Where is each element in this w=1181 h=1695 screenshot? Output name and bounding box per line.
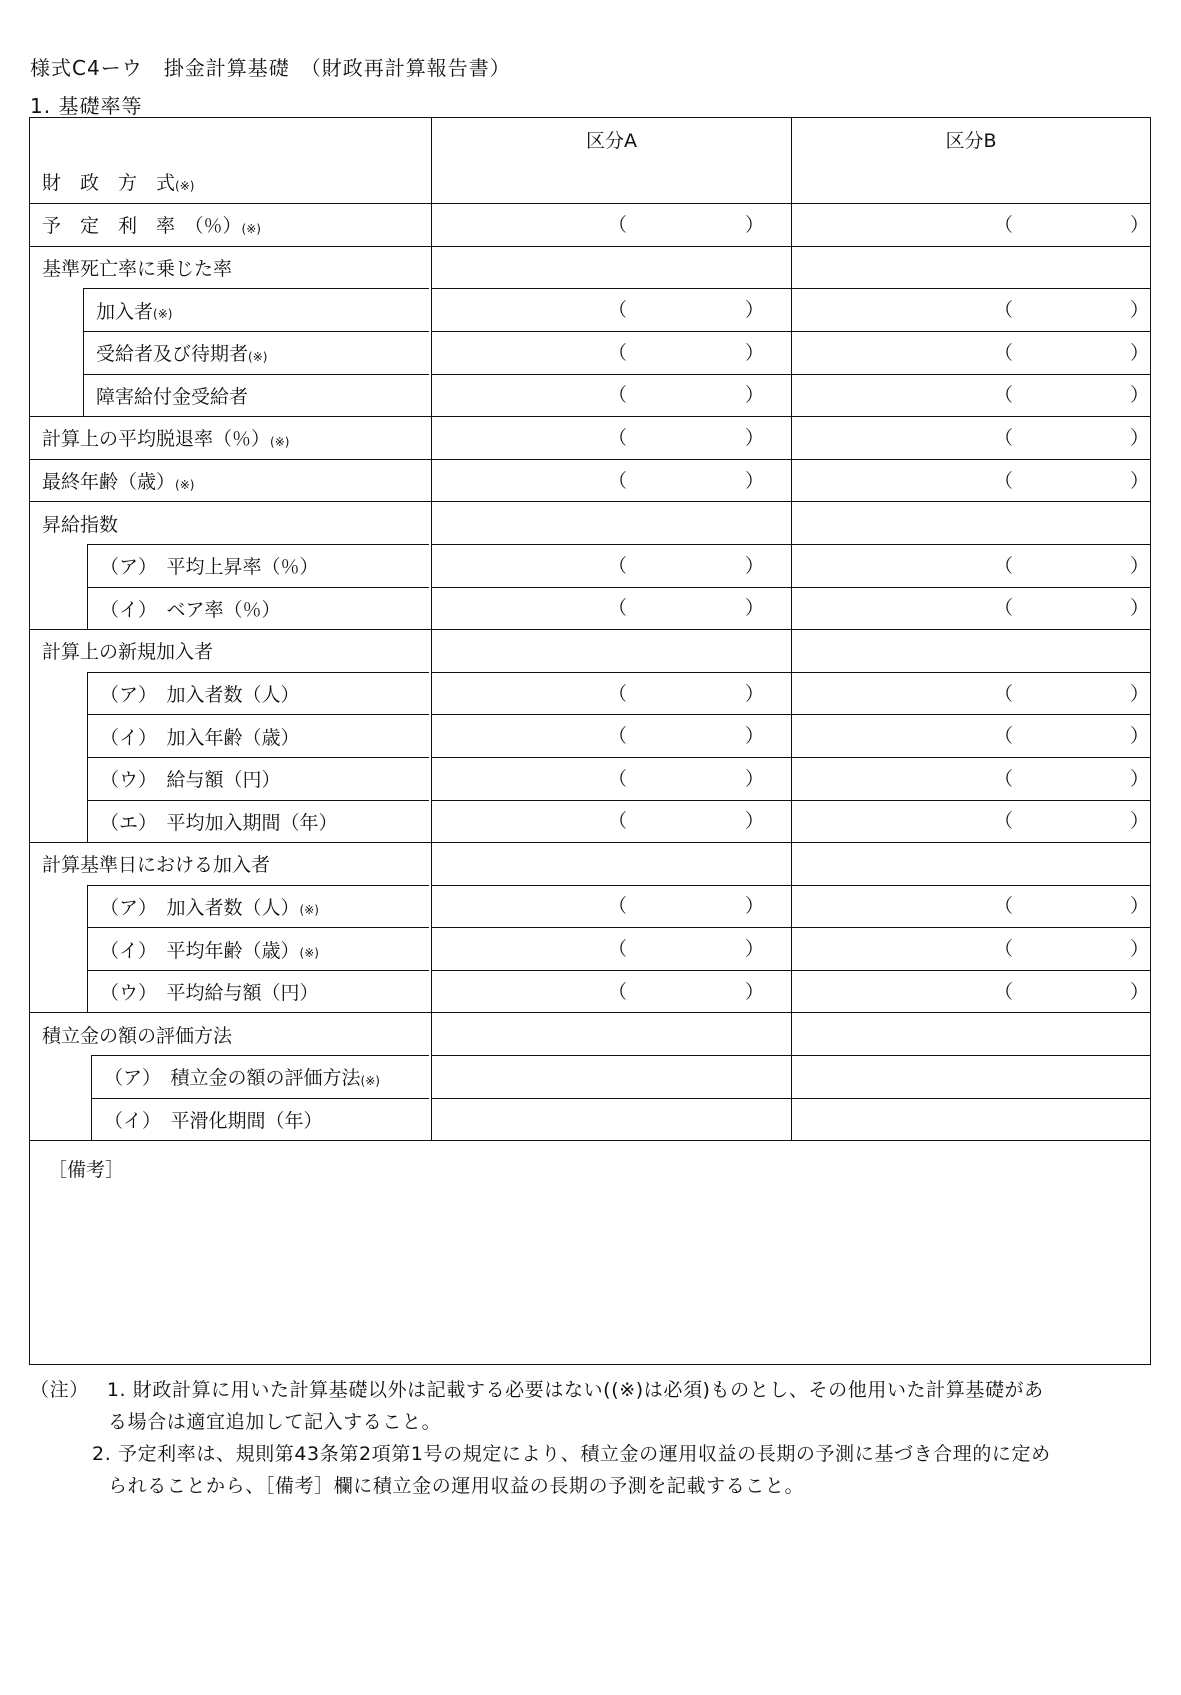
- table-row: [30, 246, 1150, 289]
- row-label-text: （イ） 平均年齢（歳）: [100, 939, 300, 962]
- paren-close: ）: [745, 384, 765, 407]
- table-row: [30, 927, 1150, 970]
- paren-open: （: [608, 299, 628, 322]
- cell-category-a[interactable]: [431, 374, 791, 417]
- notes-prefix: （注）: [30, 1379, 89, 1401]
- row-label-text: 計算上の平均脱退率（％）: [42, 428, 271, 451]
- row-label: [87, 757, 429, 800]
- paren-open: （: [994, 384, 1014, 407]
- note-line: られることから、［備考］欄に積立金の運用収益の長期の予測を記載すること。: [108, 1475, 805, 1497]
- cell-category-a[interactable]: [431, 331, 791, 374]
- row-label: [30, 502, 429, 544]
- required-mark: (※): [299, 946, 319, 961]
- row-label: [30, 204, 429, 246]
- paren-open: （: [994, 725, 1014, 748]
- row-label: [30, 1013, 429, 1055]
- table-row: [30, 672, 1150, 715]
- row-label: [30, 460, 429, 502]
- cell-category-b[interactable]: [791, 417, 1150, 459]
- paren-close: ）: [1130, 214, 1150, 237]
- table-header-row: [30, 118, 1150, 161]
- paren-open: （: [608, 938, 628, 961]
- row-label: [87, 970, 429, 1013]
- paren-close: ）: [745, 810, 765, 833]
- row-label-text: 計算基準日における加入者: [42, 854, 271, 877]
- paren-close: ）: [745, 597, 765, 620]
- row-label: [30, 161, 429, 204]
- row-label-text: （エ） 平均加入期間（年）: [100, 811, 338, 834]
- cell-category-b[interactable]: [791, 970, 1150, 1013]
- table-row: [30, 1098, 1150, 1141]
- cell-category-a[interactable]: [431, 417, 791, 459]
- paren-close: ）: [745, 341, 765, 364]
- cell-category-a[interactable]: [431, 288, 791, 331]
- paren-close: ）: [1130, 554, 1150, 577]
- cell-category-a[interactable]: [431, 161, 791, 204]
- row-label-text: 最終年齢（歳）: [42, 471, 176, 494]
- paren-close: ）: [1130, 682, 1150, 705]
- cell-category-a[interactable]: [431, 927, 791, 970]
- table-row: [30, 885, 1150, 928]
- paren-open: （: [608, 597, 628, 620]
- row-label: [91, 1098, 429, 1141]
- paren-close: ）: [1130, 938, 1150, 961]
- paren-close: ）: [745, 299, 765, 322]
- table-row: [30, 757, 1150, 800]
- paren-close: ）: [1130, 299, 1150, 322]
- required-mark: (※): [153, 307, 173, 322]
- paren-close: ）: [1130, 810, 1150, 833]
- row-label-text: （イ） 平滑化期間（年）: [104, 1109, 323, 1132]
- paren-open: （: [994, 980, 1014, 1003]
- row-label-text: （イ） 加入年齢（歳）: [100, 726, 300, 749]
- paren-open: （: [994, 895, 1014, 918]
- cell-category-a[interactable]: [431, 672, 791, 715]
- paren-close: ）: [745, 767, 765, 790]
- cell-category-a[interactable]: [431, 885, 791, 928]
- table-row: [30, 203, 1150, 246]
- paren-open: （: [994, 767, 1014, 790]
- paren-close: ）: [745, 682, 765, 705]
- row-label-text: 昇給指数: [42, 513, 119, 536]
- column-header-a: 区分A: [586, 129, 637, 152]
- table-row: [30, 459, 1150, 502]
- cell-category-b[interactable]: [791, 204, 1150, 246]
- cell-category-b[interactable]: [791, 885, 1150, 928]
- paren-open: （: [608, 469, 628, 492]
- row-label: [83, 374, 429, 417]
- table-row: [30, 800, 1150, 843]
- table-row: [30, 331, 1150, 374]
- row-label-text: （ウ） 平均給与額（円）: [100, 982, 319, 1005]
- table-row: [30, 629, 1150, 672]
- table-row: [30, 587, 1150, 630]
- paren-open: （: [994, 554, 1014, 577]
- cell-category-a[interactable]: [431, 757, 791, 800]
- table-row: [30, 374, 1150, 417]
- cell-category-b[interactable]: [791, 714, 1150, 757]
- paren-open: （: [608, 895, 628, 918]
- paren-open: （: [608, 427, 628, 450]
- basis-rates-table: [29, 117, 1151, 1365]
- cell-category-b[interactable]: [791, 331, 1150, 374]
- row-label-text: 計算上の新規加入者: [42, 641, 214, 664]
- paren-close: ）: [1130, 597, 1150, 620]
- paren-close: ）: [745, 554, 765, 577]
- cell-category-b[interactable]: [791, 161, 1150, 204]
- required-mark: (※): [360, 1073, 380, 1088]
- cell-category-a[interactable]: [431, 843, 791, 885]
- row-label-text: （ア） 積立金の額の評価方法: [104, 1067, 361, 1090]
- cell-category-b[interactable]: [791, 288, 1150, 331]
- cell-category-b[interactable]: [791, 1098, 1150, 1141]
- cell-category-a[interactable]: [431, 587, 791, 630]
- remarks-field[interactable]: [30, 1140, 1150, 1364]
- paren-open: （: [994, 427, 1014, 450]
- paren-open: （: [994, 597, 1014, 620]
- table-row: [30, 842, 1150, 885]
- row-label-text: （ア） 加入者数（人）: [100, 896, 300, 919]
- table-row: [30, 970, 1150, 1013]
- notes: [30, 1374, 1155, 1502]
- cell-category-a[interactable]: [431, 204, 791, 246]
- paren-open: （: [994, 469, 1014, 492]
- row-label-text: 積立金の額の評価方法: [42, 1024, 233, 1047]
- cell-category-a[interactable]: [431, 1098, 791, 1141]
- row-label-text: 予 定 利 率 （％）: [42, 215, 242, 238]
- table-row: [30, 501, 1150, 544]
- cell-category-a[interactable]: [431, 460, 791, 502]
- table-row: [30, 714, 1150, 757]
- paren-open: （: [608, 682, 628, 705]
- cell-category-a[interactable]: [431, 544, 791, 587]
- column-header-b: 区分B: [945, 129, 997, 152]
- paren-open: （: [994, 938, 1014, 961]
- row-label-text: 障害給付金受給者: [96, 385, 249, 408]
- paren-open: （: [608, 980, 628, 1003]
- cell-category-b[interactable]: [791, 672, 1150, 715]
- paren-open: （: [994, 810, 1014, 833]
- cell-category-b[interactable]: [791, 630, 1150, 672]
- paren-close: ）: [1130, 384, 1150, 407]
- row-label-text: 受給者及び待期者: [96, 343, 249, 366]
- cell-category-b[interactable]: [791, 1013, 1150, 1055]
- paren-close: ）: [1130, 725, 1150, 748]
- cell-category-b[interactable]: [791, 544, 1150, 587]
- note-line: る場合は適宜追加して記入すること。: [108, 1411, 442, 1433]
- table-row: [30, 416, 1150, 459]
- paren-close: ）: [745, 214, 765, 237]
- row-label-text: （ウ） 給与額（円）: [100, 769, 281, 792]
- form-title: 様式C4ーウ 掛金計算基礎 （財政再計算報告書）: [30, 56, 511, 80]
- cell-category-b[interactable]: [791, 502, 1150, 544]
- cell-category-b[interactable]: [791, 843, 1150, 885]
- paren-open: （: [608, 725, 628, 748]
- paren-close: ）: [1130, 427, 1150, 450]
- paren-open: （: [608, 810, 628, 833]
- required-mark: (※): [175, 178, 195, 193]
- row-label: [87, 714, 429, 757]
- note-line: 1. 財政計算に用いた計算基礎以外は記載する必要はない((※)は必須)ものとし、その他用いた計算基礎があ: [106, 1379, 1044, 1401]
- paren-open: （: [994, 214, 1014, 237]
- row-label: [87, 672, 429, 715]
- required-mark: (※): [241, 221, 261, 236]
- paren-close: ）: [745, 895, 765, 918]
- row-label: [91, 1055, 429, 1098]
- cell-category-a[interactable]: [431, 1055, 791, 1098]
- row-label-text: （ア） 加入者数（人）: [100, 684, 300, 707]
- row-label-text: （ア） 平均上昇率（％）: [100, 556, 319, 579]
- section-heading: 1. 基礎率等: [30, 94, 143, 118]
- row-label: [87, 927, 429, 970]
- paren-close: ）: [745, 980, 765, 1003]
- remarks-label: ［備考］: [48, 1159, 125, 1182]
- row-label: [30, 843, 429, 885]
- table-row: [30, 288, 1150, 331]
- cell-category-a[interactable]: [431, 1013, 791, 1055]
- row-label: [30, 630, 429, 672]
- row-label-text: 財 政 方 式: [42, 172, 176, 195]
- row-label: [87, 885, 429, 928]
- required-mark: (※): [175, 477, 195, 492]
- required-mark: (※): [299, 903, 319, 918]
- paren-close: ）: [1130, 469, 1150, 492]
- row-label: [87, 587, 429, 630]
- cell-category-b[interactable]: [791, 247, 1150, 289]
- paren-close: ）: [745, 725, 765, 748]
- row-label: [30, 417, 429, 459]
- row-label: [87, 544, 429, 587]
- paren-close: ）: [1130, 980, 1150, 1003]
- paren-close: ）: [1130, 341, 1150, 364]
- table-row: [30, 544, 1150, 587]
- row-label-text: （イ） ベア率（％）: [100, 598, 281, 621]
- paren-close: ）: [745, 938, 765, 961]
- cell-category-b[interactable]: [791, 927, 1150, 970]
- paren-open: （: [608, 767, 628, 790]
- paren-open: （: [994, 341, 1014, 364]
- cell-category-b[interactable]: [791, 757, 1150, 800]
- cell-category-b[interactable]: [791, 460, 1150, 502]
- required-mark: (※): [270, 434, 290, 449]
- paren-open: （: [608, 384, 628, 407]
- paren-open: （: [994, 299, 1014, 322]
- row-label-text: 加入者: [96, 300, 154, 323]
- paren-open: （: [608, 214, 628, 237]
- note-line: 2. 予定利率は、規則第43条第2項第1号の規定により、積立金の運用収益の長期の予測に基づき合理的に定め: [92, 1443, 1051, 1465]
- row-label: [83, 288, 429, 331]
- paren-close: ）: [745, 427, 765, 450]
- paren-close: ）: [1130, 767, 1150, 790]
- row-label: [30, 247, 429, 289]
- required-mark: (※): [248, 349, 268, 364]
- paren-open: （: [608, 341, 628, 364]
- cell-category-a[interactable]: [431, 970, 791, 1013]
- cell-category-b[interactable]: [791, 1055, 1150, 1098]
- paren-open: （: [608, 554, 628, 577]
- table-row: [30, 1012, 1150, 1055]
- table-row: [30, 161, 1150, 204]
- paren-close: ）: [1130, 895, 1150, 918]
- cell-category-a[interactable]: [431, 502, 791, 544]
- table-row: [30, 1055, 1150, 1098]
- cell-category-b[interactable]: [791, 800, 1150, 843]
- cell-category-a[interactable]: [431, 714, 791, 757]
- paren-open: （: [994, 682, 1014, 705]
- cell-category-a[interactable]: [431, 247, 791, 289]
- cell-category-b[interactable]: [791, 374, 1150, 417]
- row-label: [87, 800, 429, 843]
- row-label: [83, 331, 429, 374]
- cell-category-a[interactable]: [431, 800, 791, 843]
- cell-category-a[interactable]: [431, 630, 791, 672]
- cell-category-b[interactable]: [791, 587, 1150, 630]
- row-label-text: 基準死亡率に乗じた率: [42, 258, 233, 281]
- paren-close: ）: [745, 469, 765, 492]
